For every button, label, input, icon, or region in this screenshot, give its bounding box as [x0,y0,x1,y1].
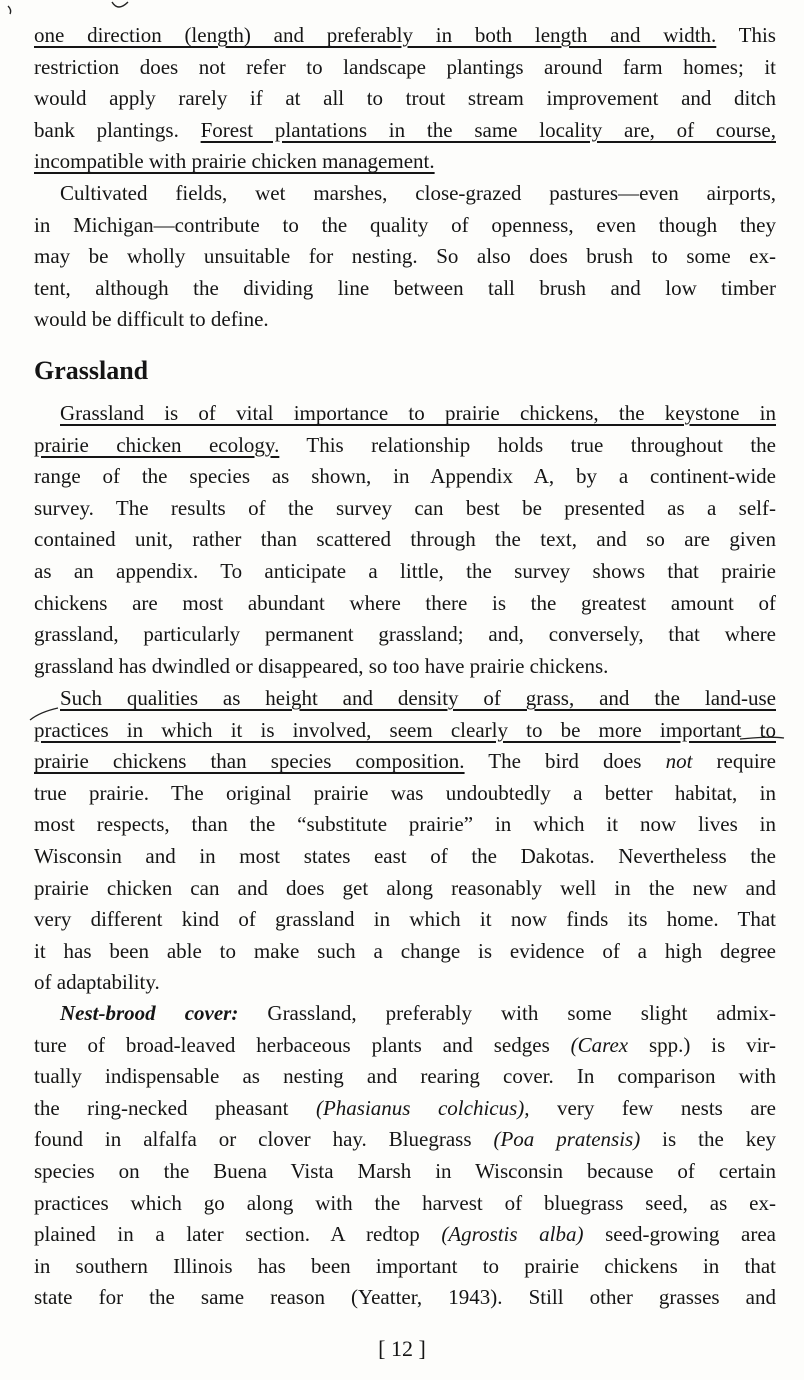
text-line: it has been able to make such a change is evidence of a high degree [34,938,776,963]
text-line: survey. The results of the survey can best be presented as a self- [34,495,776,520]
text-line: would apply rarely if at all to trout stream improvement and ditch [34,86,776,111]
text-line [34,398,776,430]
text-line: ture of broad-leaved herbaceous plants and sedges (Carex spp.) is vir- [34,1032,776,1057]
text-line: may be wholly unsuitable for nesting. So also does brush to some ex- [34,244,776,269]
text-line: prairie chickens than species composition. The bird does not require [34,749,776,774]
text-line: practices which go along with the harvest of bluegrass seed, as ex- [34,1190,776,1215]
underlined-text: prairie chicken ecology. [34,432,280,457]
text-line: species on the Buena Vista Marsh in Wisconsin because of certain [34,1158,776,1183]
text-line: in Michigan—contribute to the quality of openness, even though they [34,212,776,237]
paragraph-nest-brood-cover [34,998,776,1314]
text-line: in southern Illinois has been important to prairie chickens in that [34,1253,776,1278]
text-line: true prairie. The original prairie was undoubtedly a better habitat, in [34,780,776,805]
underlined-text: Grassland is of vital importance to prairie chickens, the keystone in [60,401,776,425]
underlined-text: practices in which it is involved, seem clearly to be more important to [34,717,776,742]
text-line: Wisconsin and in most states east of the Dakotas. Nevertheless the [34,843,776,868]
species-name: (Poa pratensis) [493,1127,641,1152]
paragraph-openness [34,20,776,336]
text-line: chickens are most abundant where there is the greatest amount of [34,590,776,615]
text-line: grassland has dwindled or disappeared, so too have prairie chickens. [34,653,609,678]
text-line: restriction does not refer to landscape plantings around farm homes; it [34,54,776,79]
page-number: [ 12 ] [378,1336,426,1361]
text-line: would be difficult to define. [34,307,269,332]
text-line [34,146,776,178]
text-line: grassland, particularly permanent grassland; and, conversely, that where [34,622,776,647]
section-heading: Grassland [34,356,149,385]
text-line: as an appendix. To anticipate a little, the survey shows that prairie [34,558,776,583]
underlined-text: one direction (length) and preferably in both length and width. [34,23,717,47]
text-line: range of the species as shown, in Appendix A, by a continent-wide [34,464,776,489]
stray-pen-mark [112,2,128,7]
text-line: tent, although the dividing line between tall brush and low timber [34,275,776,300]
species-name: (Carex [570,1032,629,1057]
species-name: (Phasianus colchicus), [315,1095,530,1120]
text-line: one direction (length) and preferably in both length and width. This [34,23,776,47]
text-line: most respects, than the “substitute prairie” in which it now lives in [34,812,776,837]
underlined-text: incompatible with prairie chicken management. [34,149,435,174]
species-name: (Agrostis alba) [441,1222,584,1247]
text-line: tually indispensable as nesting and rearing cover. In comparison with [34,1064,776,1089]
italic-emphasis: not [665,749,693,774]
paragraph-grassland [34,398,776,682]
underlined-text: Such qualities as height and density of grass, and the land-use [60,686,776,710]
text-line: of adaptability. [34,970,160,995]
text-line: bank plantings. Forest plantations in the same locality are, of course, [34,117,776,142]
run-in-heading: Nest-brood cover: [60,1001,239,1025]
underlined-text: Forest plantations in the same locality are, of course, [200,117,776,142]
text-line: prairie chicken can and does get along reasonably well in the new and [34,875,776,900]
text-line: found in alfalfa or clover hay. Bluegrass (Poa pratensis) is the key [34,1127,777,1152]
text-line: plained in a later section. A redtop (Agrostis alba) seed-growing area [34,1222,777,1247]
text-line: prairie chicken ecology. This relationship holds true throughout the [34,432,776,457]
text-line: state for the same reason (Yeatter, 1943). Still other grasses and [34,1285,776,1310]
text-line: contained unit, rather than scattered through the text, and so are given [34,527,776,552]
text-line [34,715,776,747]
stray-pen-mark [8,6,11,14]
underlined-text: prairie chickens than species composition. [34,749,465,774]
text-line: Cultivated fields, wet marshes, close-grazed pastures—even airports, [60,180,776,205]
text-line: the ring-necked pheasant (Phasianus colchicus), very few nests are [34,1095,776,1120]
paragraph-qualities [34,683,776,999]
text-line: very different kind of grassland in which it now finds its home. That [34,907,776,932]
text-line: Nest-brood cover: Grassland, preferably with some slight admix- [60,1001,776,1025]
text-line [34,683,776,715]
